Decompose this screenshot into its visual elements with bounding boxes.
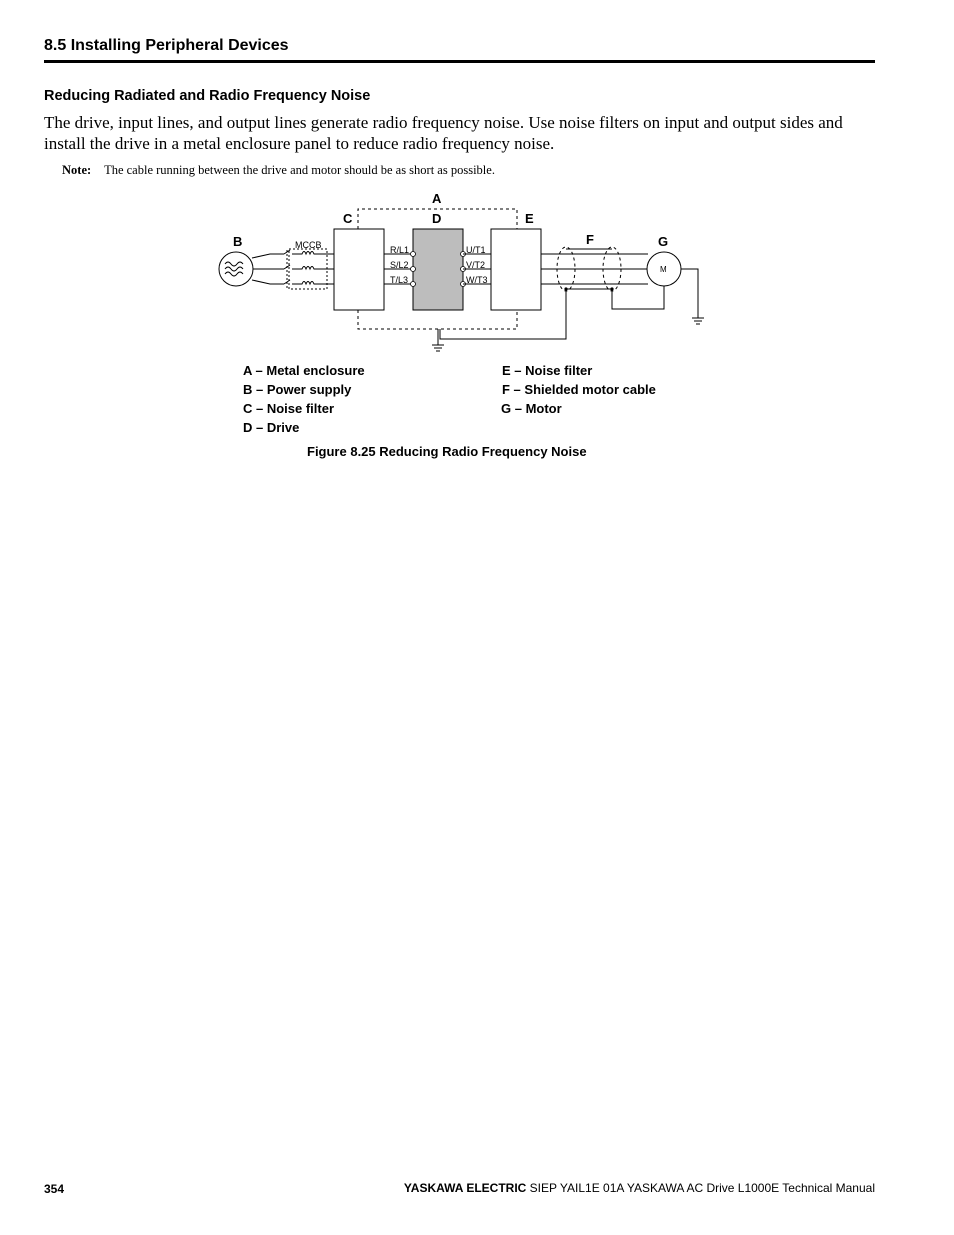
legend-item-g: G – Motor	[501, 401, 562, 416]
footer-title: SIEP YAIL1E 01A YASKAWA AC Drive L1000E Technical Manual	[526, 1181, 875, 1195]
legend-item-e: E – Noise filter	[502, 363, 593, 378]
note-text: The cable running between the drive and motor should be as short as possible.	[104, 163, 495, 177]
callout-d: D	[432, 211, 442, 226]
legend-item-c: C – Noise filter	[243, 401, 335, 416]
ground-junction	[610, 287, 613, 290]
footer-brand: YASKAWA ELECTRIC	[403, 1181, 527, 1195]
subheading: Reducing Radiated and Radio Frequency Noise	[44, 88, 371, 104]
terminal-w-t3: W/T3	[466, 275, 488, 285]
wiring-diagram	[0, 0, 954, 460]
drive-box	[413, 229, 463, 310]
terminal-r-l1: R/L1	[390, 245, 410, 255]
mccb-switches	[284, 249, 334, 289]
terminal-u-t1: U/T1	[466, 245, 486, 255]
callout-c: C	[343, 211, 353, 226]
legend-item-b: B – Power supply	[243, 382, 352, 397]
callout-f: F	[586, 232, 594, 247]
terminal-v-t2: V/T2	[466, 260, 486, 270]
footer-manual-title	[404, 1181, 875, 1195]
legend-item-f: F – Shielded motor cable	[502, 382, 656, 397]
input-lines	[252, 254, 284, 284]
section-title: 8.5 Installing Peripheral Devices	[44, 37, 289, 54]
legend-item-d: D – Drive	[243, 420, 300, 435]
terminal-t-l3: T/L3	[390, 275, 409, 285]
callout-b: B	[233, 234, 243, 249]
ground-junction	[564, 287, 567, 290]
body-paragraph: The drive, input lines, and output lines generate radio frequency noise. Use noise filters on input and output sides and install the drive in a metal enclosure panel to reduce radio frequency noise.	[44, 113, 843, 153]
terminal-s-l2: S/L2	[390, 260, 409, 270]
page-number: 354	[44, 1182, 65, 1196]
legend-item-a: A – Metal enclosure	[243, 363, 365, 378]
output-noise-filter	[491, 229, 541, 310]
figure-caption: Figure 8.25 Reducing Radio Frequency Noise	[307, 444, 587, 459]
callout-g: G	[658, 234, 669, 249]
input-noise-filter	[334, 229, 384, 310]
callout-a: A	[432, 191, 442, 206]
motor-label: M	[660, 265, 667, 274]
mccb-label: MCCB	[295, 240, 322, 250]
shielded-motor-cable	[541, 247, 648, 291]
power-supply-symbol	[219, 252, 253, 286]
note-label: Note:	[62, 163, 92, 177]
callout-e: E	[525, 211, 534, 226]
